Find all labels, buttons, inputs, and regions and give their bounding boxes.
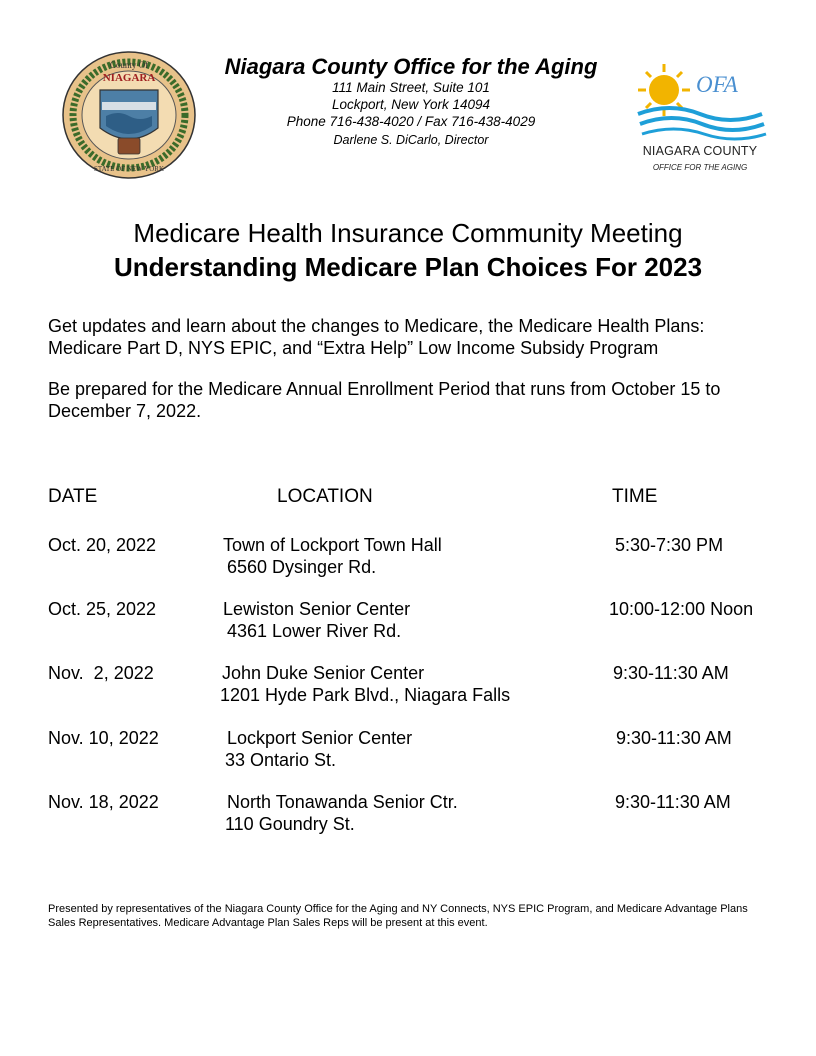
- address-line-1: 111 Main Street, Suite 101: [332, 80, 490, 95]
- row-location: John Duke Senior Center: [222, 663, 425, 683]
- row-time: 9:30-11:30 AM: [616, 728, 732, 748]
- row-date: Nov. 2, 2022: [48, 663, 154, 683]
- intro-paragraph: Get updates and learn about the changes to Medicare, the Medicare Health Plans: Medicare Part D, NYS EPIC, and “Extra Help” Low Income Subsidy Program: [48, 316, 705, 358]
- row-time: 5:30-7:30 PM: [615, 535, 724, 555]
- schedule-row: [0, 534, 816, 578]
- organization-name: Niagara County Office for the Aging: [224, 54, 598, 79]
- seal-name-text: NIAGARA: [102, 72, 156, 84]
- row-date: Oct. 25, 2022: [48, 599, 157, 619]
- schedule-row: [0, 791, 816, 835]
- column-header-date: DATE: [48, 486, 98, 507]
- row-time: 9:30-11:30 AM: [613, 663, 729, 683]
- row-location: Lewiston Senior Center: [223, 599, 411, 619]
- row-address: 1201 Hyde Park Blvd., Niagara Falls: [220, 685, 511, 705]
- meeting-title: Medicare Health Insurance Community Meeting: [133, 218, 683, 248]
- seal-top-text: County Of: [109, 60, 149, 70]
- phone-fax: Phone 716-438-4020 / Fax 716-438-4029: [286, 114, 536, 129]
- row-address: 4361 Lower River Rd.: [227, 621, 402, 641]
- row-address: 6560 Dysinger Rd.: [227, 557, 377, 577]
- footer-note: Presented by representatives of the Niagara County Office for the Aging and NY Connects, NYS EPIC Program, and Medicare Advantage Plans Sales Representatives. Medicare Advantage Plan Sales Reps will be present at this event.: [48, 903, 748, 929]
- row-address: 110 Goundry St.: [225, 814, 355, 834]
- row-address: 33 Ontario St.: [225, 750, 337, 770]
- row-location: Town of Lockport Town Hall: [223, 535, 442, 555]
- ofa-office: OFFICE FOR THE AGING: [652, 163, 748, 172]
- row-date: Oct. 20, 2022: [48, 535, 157, 555]
- column-header-location: LOCATION: [277, 486, 373, 507]
- schedule-row: [0, 727, 816, 771]
- schedule-row: [0, 662, 816, 706]
- ofa-county: NIAGARA COUNTY: [642, 144, 758, 158]
- row-location: North Tonawanda Senior Ctr.: [227, 792, 458, 812]
- ofa-abbr: OFA: [696, 72, 738, 97]
- row-time: 10:00-12:00 Noon: [609, 599, 754, 619]
- row-date: Nov. 18, 2022: [48, 792, 159, 812]
- schedule-row: [0, 598, 816, 642]
- ofa-logo: [630, 62, 770, 182]
- meeting-subtitle: Understanding Medicare Plan Choices For 2023: [113, 252, 703, 282]
- address-line-2: Lockport, New York 14094: [331, 97, 491, 112]
- seal-bottom-text: STATE OF NEW YORK: [93, 165, 165, 173]
- enrollment-paragraph: Be prepared for the Medicare Annual Enrollment Period that runs from October 15 to December 7, 2022.: [48, 379, 721, 421]
- row-location: Lockport Senior Center: [227, 728, 413, 748]
- row-time: 9:30-11:30 AM: [615, 792, 731, 812]
- director-name: Darlene S. DiCarlo, Director: [333, 133, 489, 147]
- column-header-time: TIME: [612, 486, 658, 507]
- row-date: Nov. 10, 2022: [48, 728, 159, 748]
